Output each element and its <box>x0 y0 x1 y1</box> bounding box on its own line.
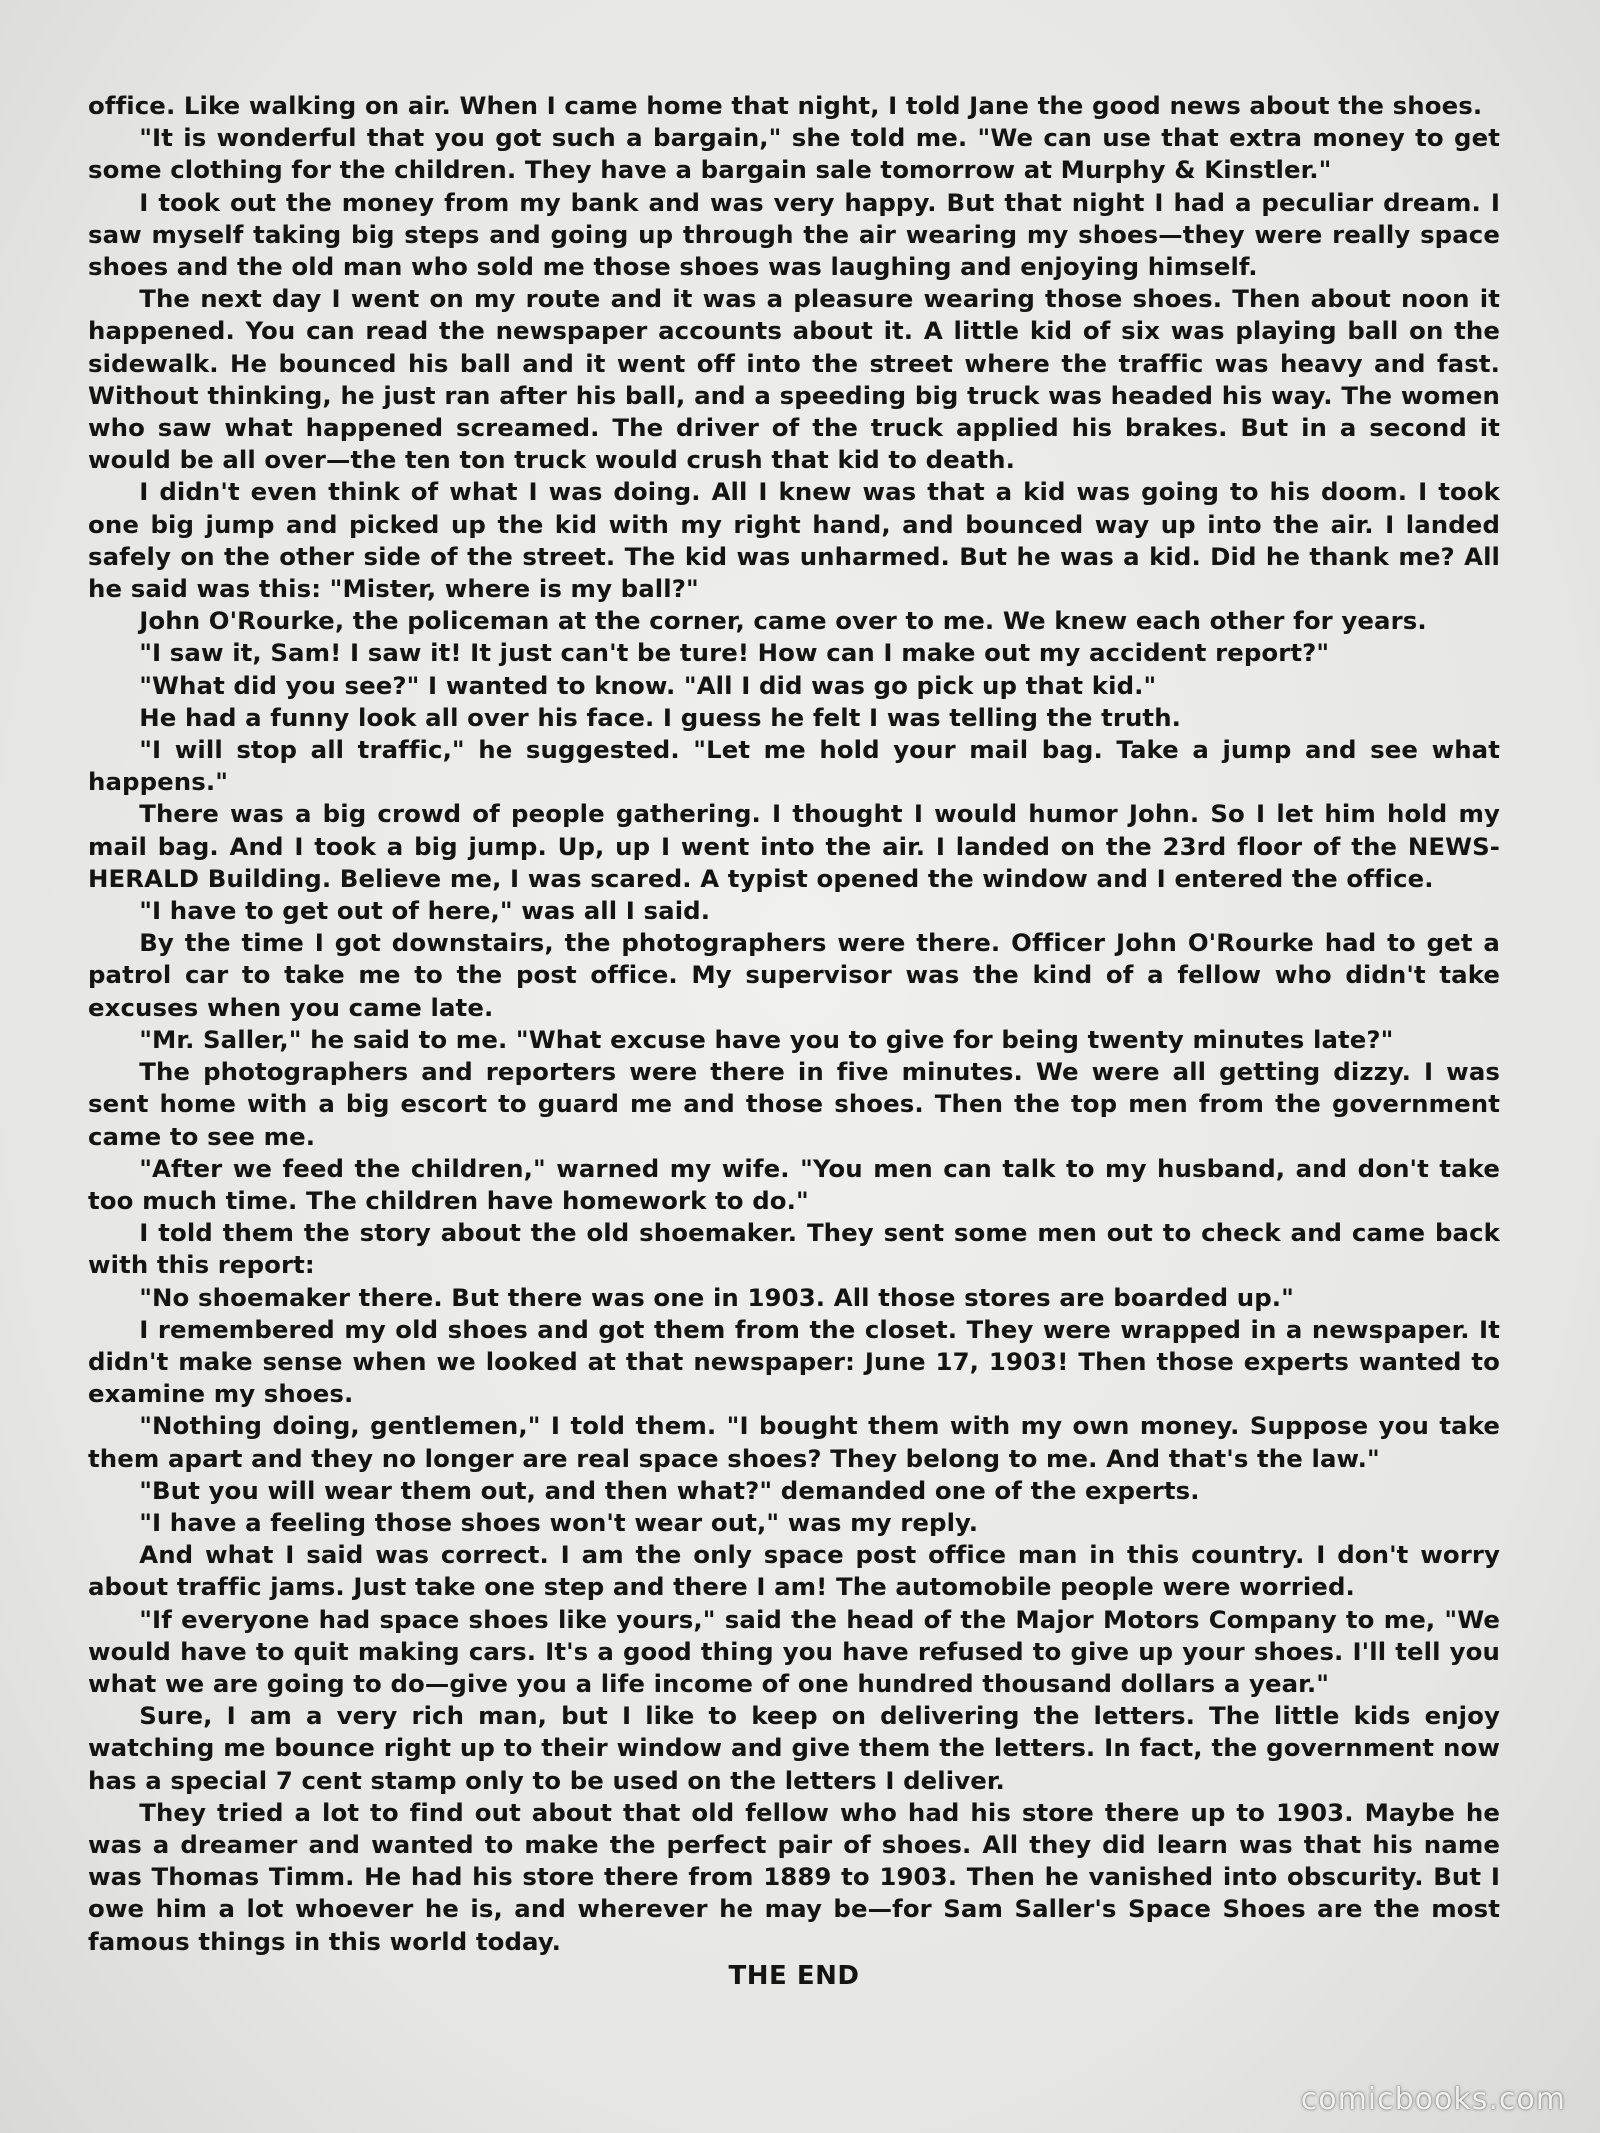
paragraph: "I saw it, Sam! I saw it! It just can't be ture! How can I make out my accident report?" <box>139 638 1330 668</box>
paragraph: office. Like walking on air. When I came home that night, I told Jane the good news about the shoes. <box>88 91 1483 120</box>
paragraph: John O'Rourke, the policeman at the corner, came over to me. We knew each other for years. <box>139 606 1427 636</box>
paragraph: And what I said was correct. I am the only space post office man in this country. I don't worry about traffic jams. Just take one step and there I am! The automobile people were worried. <box>88 1540 1500 1602</box>
paragraph: "After we feed the children," warned my wife. "You men can talk to my husband, and don't take too much time. The children have homework to do." <box>88 1153 1500 1215</box>
paragraph: There was a big crowd of people gathering. I thought I would humor John. So I let him hold my mail bag. And I took a big jump. Up, up I went into the air. I landed on the 23rd floor of the NEWS-HERALD Building. Believe me, I was scared. A typist opened the window and I entered the office. <box>88 799 1500 893</box>
paragraph: "Nothing doing, gentlemen," I told them. "I bought them with my own money. Suppose you take them apart and they no longer are real space shoes? They belong to me. And that's the law." <box>88 1411 1500 1473</box>
paragraph: I remembered my old shoes and got them from the closet. They were wrapped in a newspaper. It didn't make sense when we looked at that newspaper: June 17, 1903! Then those experts wanted to examine my shoes. <box>88 1314 1500 1409</box>
paragraph: "What did you see?" I wanted to know. "All I did was go pick up that kid." <box>139 670 1157 700</box>
paragraph: Sure, I am a very rich man, but I like to keep on delivering the letters. The little kids enjoy watching me bounce right up to their window and give them the letters. In fact, the government now has a special 7 cent stamp only to be used on the letters I deliver. <box>88 1701 1500 1795</box>
paragraph: He had a funny look all over his face. I guess he felt I was telling the truth. <box>139 702 1182 732</box>
paragraph: "It is wonderful that you got such a bargain," she told me. "We can use that extra money to get some clothing for the children. They have a bargain sale tomorrow at Murphy & Kinstler." <box>88 123 1500 185</box>
watermark: comicbooks.com <box>1300 2082 1566 2117</box>
paragraph: "If everyone had space shoes like yours," said the head of the Major Motors Company to me, "We would have to quit making cars. It's a good thing you have refused to give up your shoes. I'll tell you what we are going to do—give you a life income of one hundred thousand dollars a year." <box>88 1604 1500 1698</box>
paragraph: "But you will wear them out, and then what?" demanded one of the experts. <box>139 1475 1200 1505</box>
the-end-label: THE END <box>728 1960 860 1991</box>
paragraph: The next day I went on my route and it was a pleasure wearing those shoes. Then about noon it happened. You can read the newspaper accounts about it. A little kid of six was playing ball on the sidewalk. He bounced his ball and it went off into the street where the traffic was heavy and fast. Without thinking, he just ran after his ball, and a speeding big truck was headed his way. The women who saw what happened screamed. The driver of the truck applied his brakes. But in a second it would be all over—the ten ton truck would crush that kid to death. <box>88 284 1500 475</box>
paragraph: "I have to get out of here," was all I said. <box>139 896 711 926</box>
paragraph: The photographers and reporters were there in five minutes. We were all getting dizzy. I was sent home with a big escort to guard me and those shoes. Then the top men from the government came to see me. <box>88 1057 1500 1151</box>
paragraph: I told them the story about the old shoemaker. They sent some men out to check and came back with this report: <box>88 1218 1500 1280</box>
paragraph: "No shoemaker there. But there was one in 1903. All those stores are boarded up." <box>139 1282 1294 1312</box>
paragraph: They tried a lot to find out about that old fellow who had his store there up to 1903. Maybe he was a dreamer and wanted to make the perfect pair of shoes. All they did learn was that his name was Thomas Timm. He had his store there from 1889 to 1903. Then he vanished into obscurity. But I owe him a lot whoever he is, and wherever he may be—for Sam Saller's Space Shoes are the most famous things in this world today. <box>88 1797 1500 1956</box>
paragraph: "I will stop all traffic," he suggested. "Let me hold your mail bag. Take a jump and see what happens." <box>88 735 1500 797</box>
paragraph: "I have a feeling those shoes won't wear out," was my reply. <box>139 1507 979 1537</box>
paragraph: I didn't even think of what I was doing. All I knew was that a kid was going to his doom. I took one big jump and picked up the kid with my right hand, and bounced way up into the air. I landed safely on the other side of the street. The kid was unharmed. But he was a kid. Did he thank me? All he said was this: "Mister, where is my ball?" <box>88 477 1500 604</box>
paragraph: I took out the money from my bank and was very happy. But that night I had a peculiar dream. I saw myself taking big steps and going up through the air wearing my shoes—they were really space shoes and the old man who sold me those shoes was laughing and enjoying himself. <box>88 187 1500 282</box>
paragraph: By the time I got downstairs, the photographers were there. Officer John O'Rourke had to get a patrol car to take me to the post office. My supervisor was the kind of a fellow who didn't take excuses when you came late. <box>88 928 1500 1022</box>
story-text <box>88 90 1500 1992</box>
paragraph: "Mr. Saller," he said to me. "What excuse have you to give for being twenty minutes late?" <box>139 1024 1394 1054</box>
